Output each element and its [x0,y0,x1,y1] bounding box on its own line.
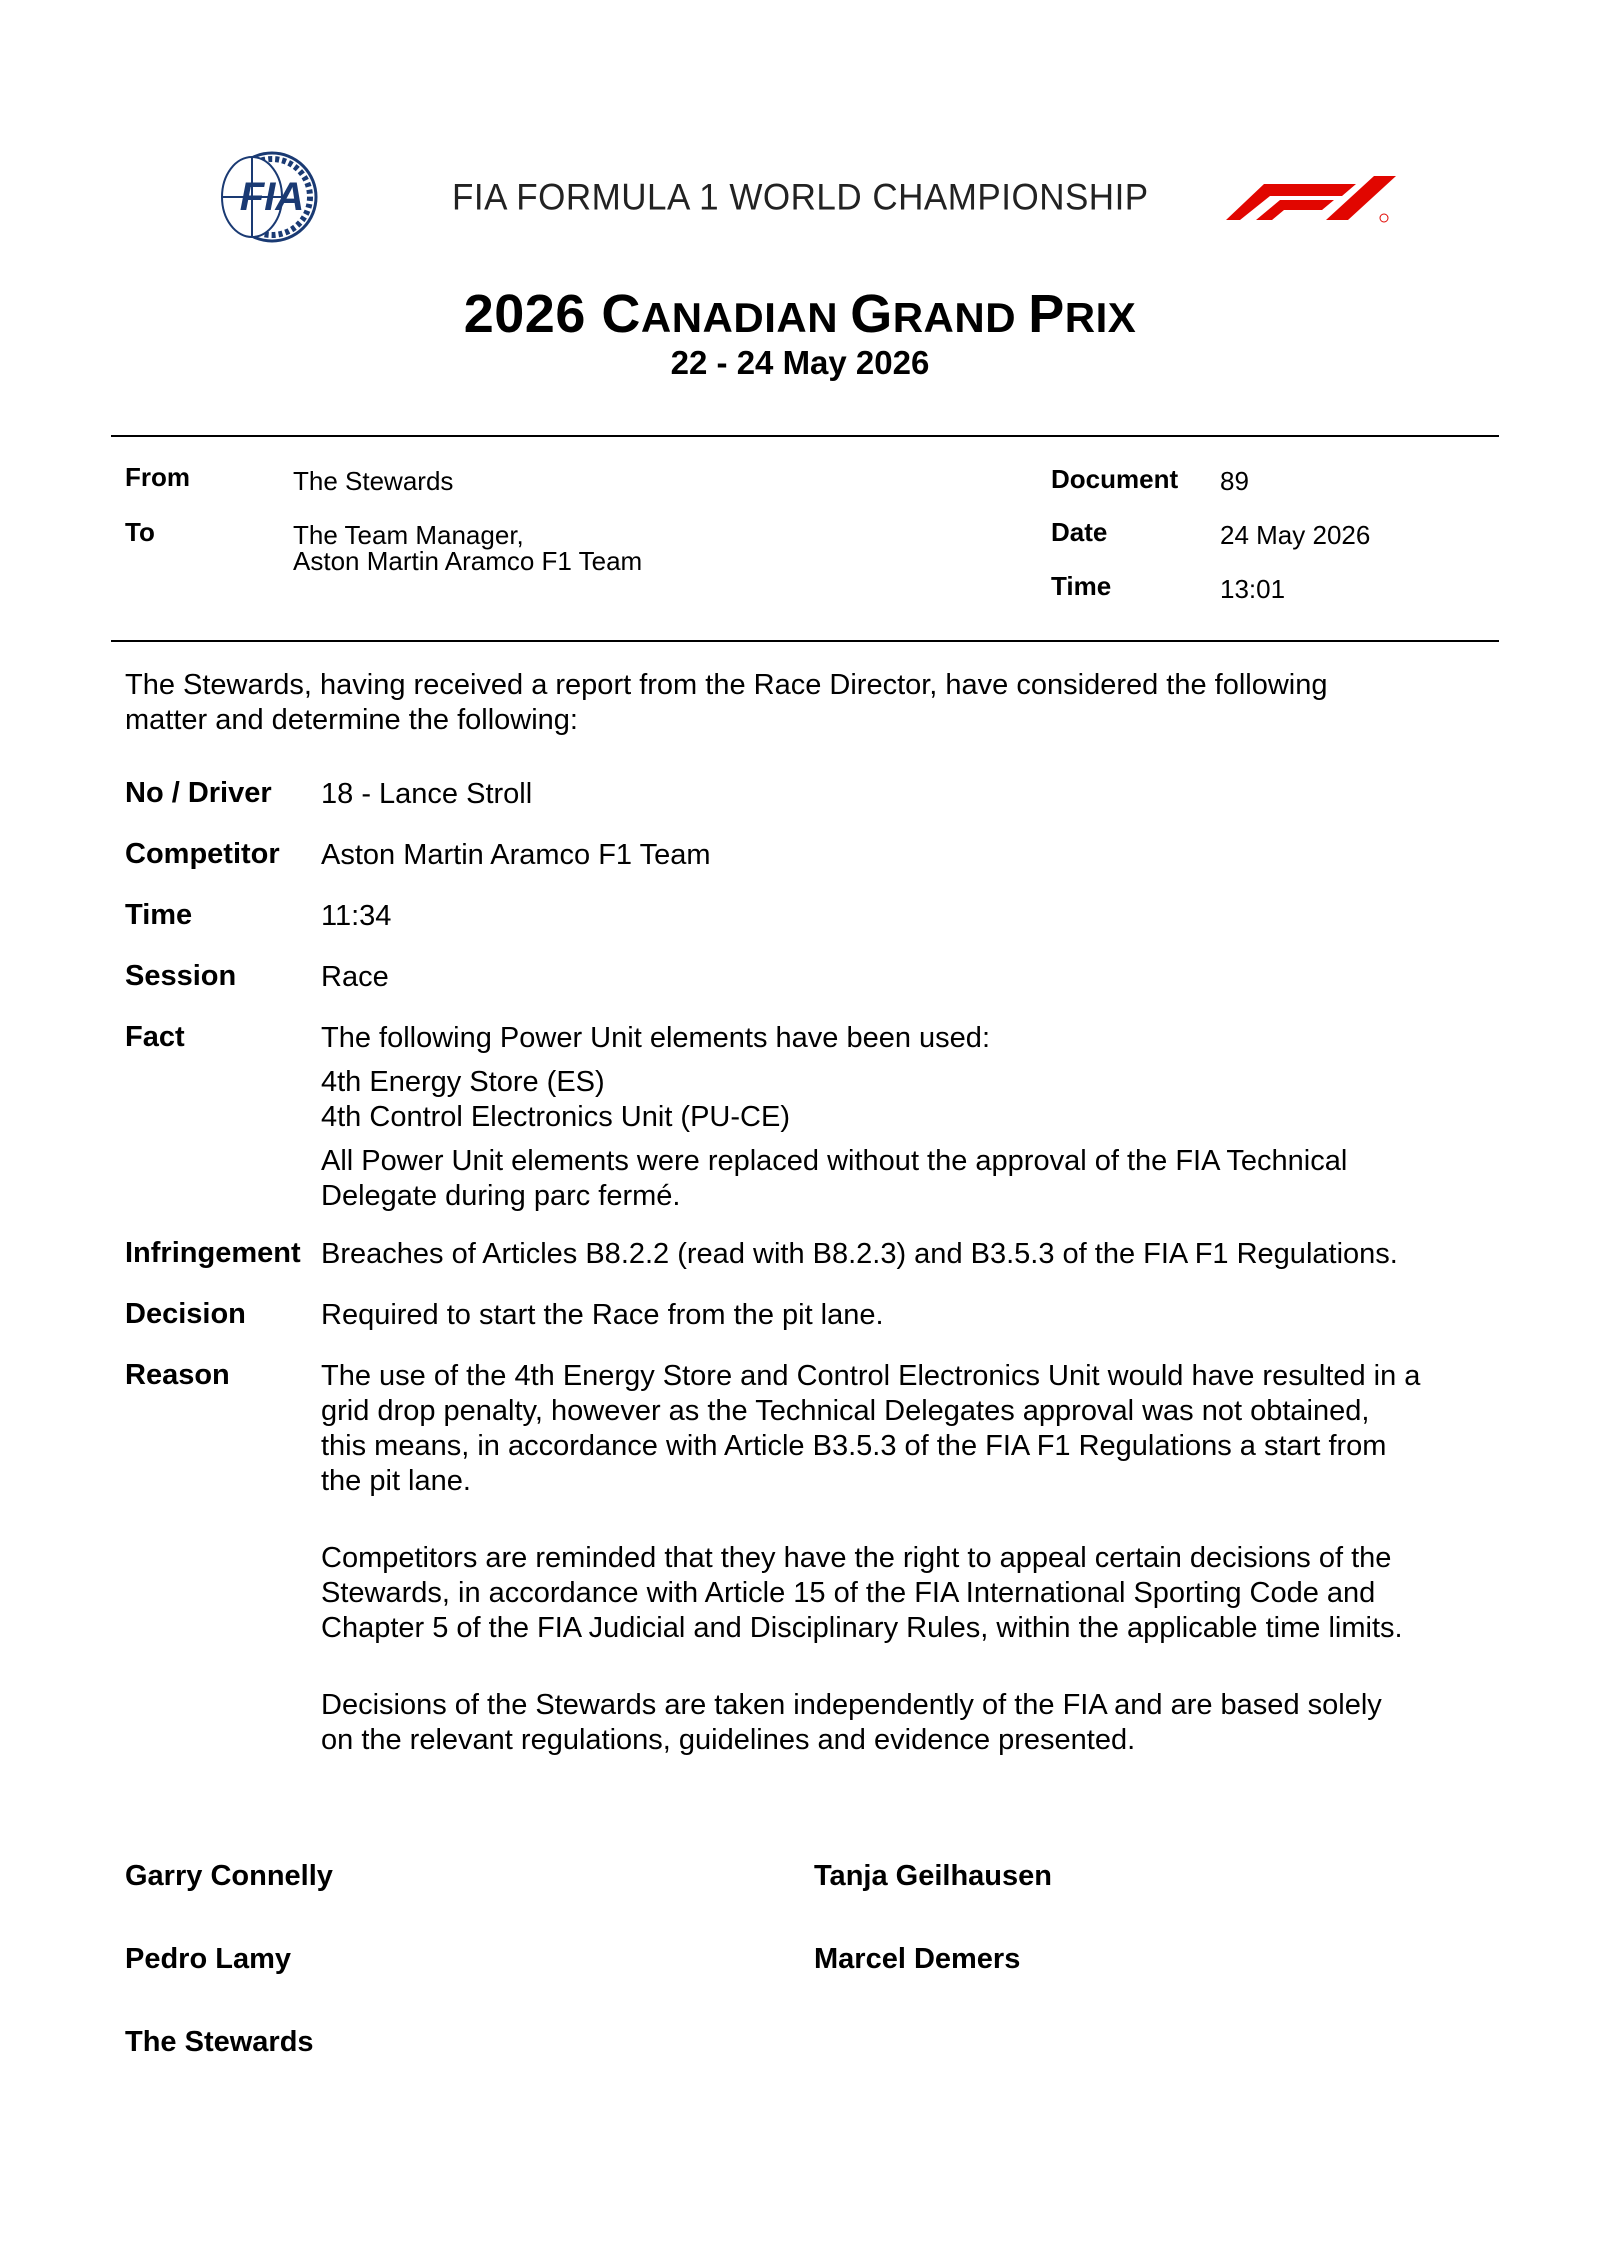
steward-name: Tanja Geilhausen [814,1860,1052,1892]
fact-label: Fact [125,1021,185,1053]
divider [111,435,1499,437]
infringement-label: Infringement [125,1237,301,1269]
document-label: Document [1051,464,1179,494]
competitor-label: Competitor [125,838,280,870]
fact-value: The following Power Unit elements have been used: 4th Energy Store (ES) 4th Control Electronics Unit (PU-CE) All Power Unit elements were replaced without the approval of the FIA Technical Delegate during parc fermé. [321,1022,1348,1212]
document-number: 89 [1220,466,1249,496]
divider [111,640,1499,642]
date-value: 24 May 2026 [1220,520,1371,550]
steward-name: Marcel Demers [814,1943,1021,1975]
fia-logo [206,150,340,244]
appeal-paragraph: Competitors are reminded that they have the right to appeal certain decisions of the Stewards, in accordance with Article 15 of the FIA International Sporting Code and Chapter 5 of the FIA Judicial and Disciplinary Rules, within the applicable time limits. [321,1542,1403,1644]
to-value-line2: Aston Martin Aramco F1 Team [293,546,643,576]
to-label: To [125,517,155,547]
driver-value: 18 - Lance Stroll [321,778,533,810]
from-label: From [125,462,190,492]
session-label: Session [125,960,237,992]
steward-name: Garry Connelly [125,1860,333,1892]
decision-label: Decision [125,1298,246,1330]
infringement-value: Breaches of Articles B8.2.2 (read with B8.2.3) and B3.5.3 of the FIA F1 Regulations. [321,1238,1398,1270]
date-label: Date [1051,517,1108,547]
f1-logo [1206,170,1401,226]
stewards-closing: The Stewards [125,2026,314,2058]
reason-value: The use of the 4th Energy Store and Control Electronics Unit would have resulted in a grid drop penalty, however as the Technical Delegates approval was not obtained, this means, in accordance with Article B3.5.3 of the FIA F1 Regulations a start from the pit lane. [321,1360,1421,1497]
independence-paragraph: Decisions of the Stewards are taken independently of the FIA and are based solely on the relevant regulations, guidelines and evidence presented. [321,1689,1382,1756]
championship-title: FIA FORMULA 1 WORLD CHAMPIONSHIP [452,177,1149,218]
time-row-value: 11:34 [321,900,392,932]
driver-label: No / Driver [125,777,272,809]
to-value-line1: The Team Manager, [293,520,524,550]
time-row-label: Time [125,899,193,931]
steward-name: Pedro Lamy [125,1943,291,1975]
from-value: The Stewards [293,466,454,496]
competitor-value: Aston Martin Aramco F1 Team [321,839,711,871]
time-label: Time [1051,571,1112,601]
intro-paragraph: The Stewards, having received a report from the Race Director, have considered the following matter and determine the following: [125,669,1328,736]
session-value: Race [321,961,389,993]
event-dates: 22 - 24 May 2026 [670,344,930,381]
event-title: 2026 CANADIAN GRAND PRIX [463,284,1137,344]
reason-label: Reason [125,1359,230,1391]
svg-text:FIA: FIA [239,175,305,219]
time-value: 13:01 [1220,574,1286,604]
decision-value: Required to start the Race from the pit lane. [321,1299,884,1331]
